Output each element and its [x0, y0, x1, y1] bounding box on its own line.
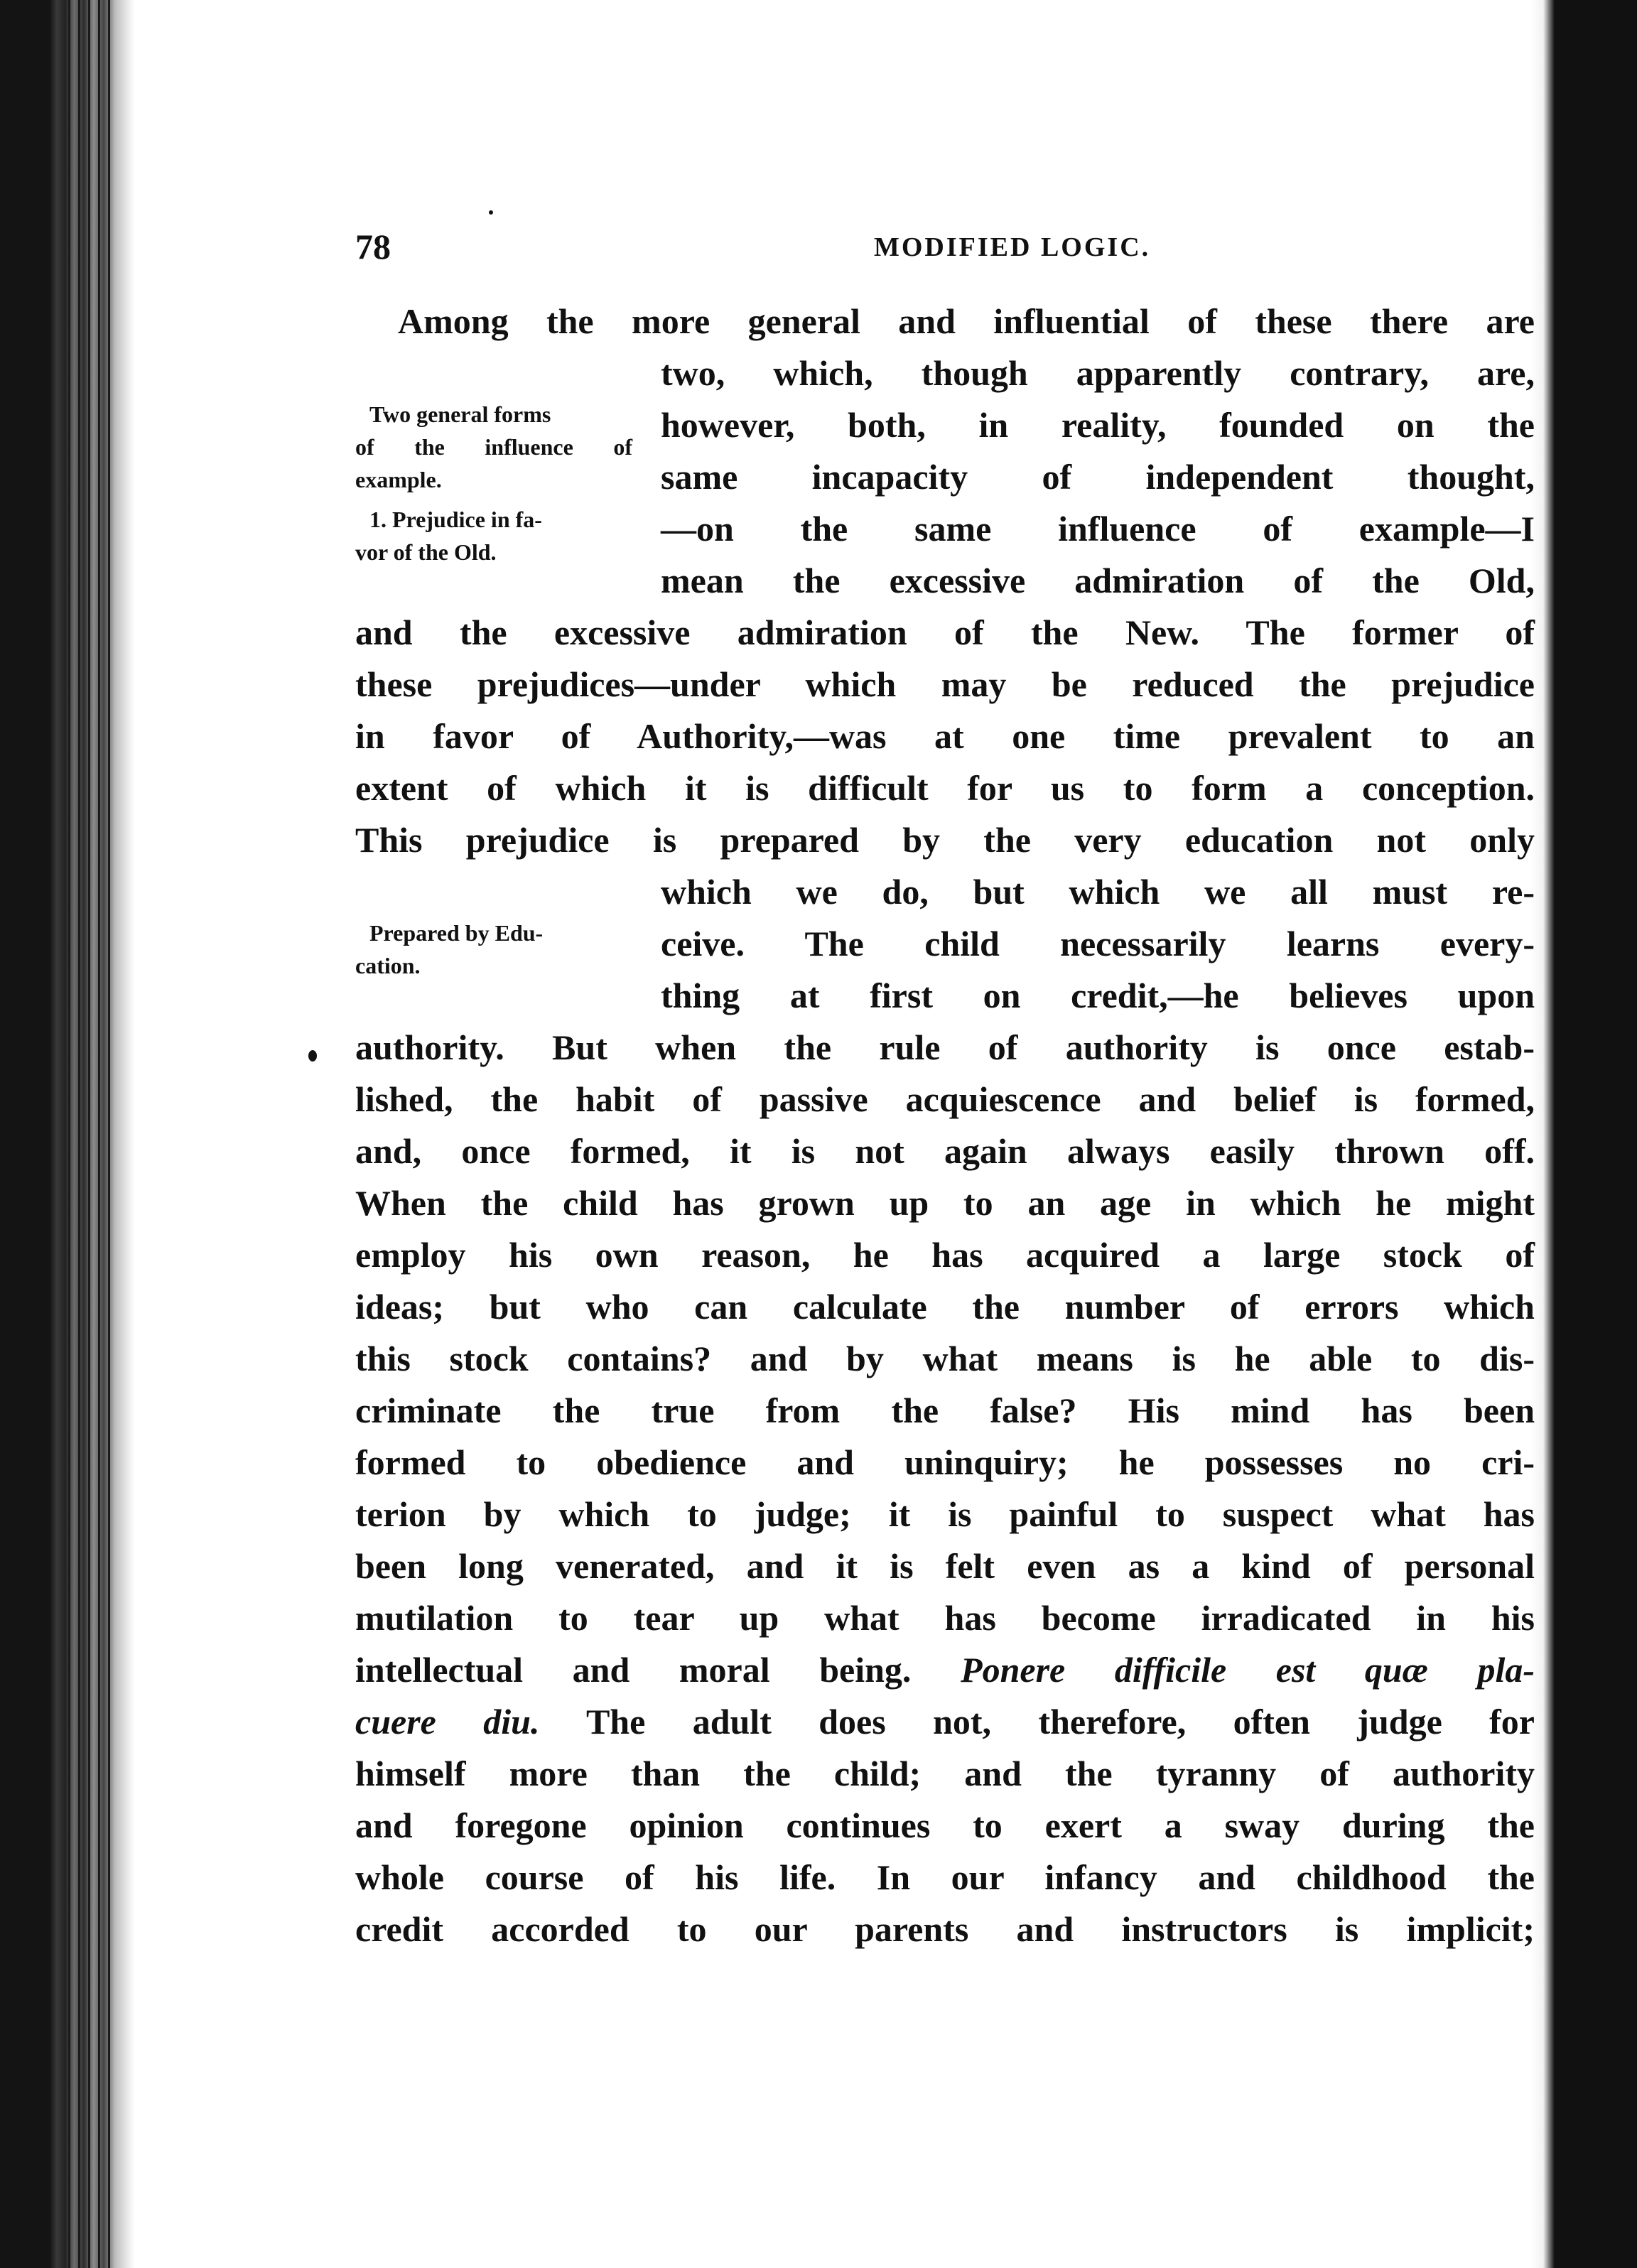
- book-page: [135, 0, 1535, 2268]
- book-gutter-edge: [0, 0, 135, 2268]
- margin-note-line: cation.: [355, 953, 421, 978]
- margin-note-line: of the influence of: [355, 434, 632, 460]
- body-line: same incapacity of independent thought,: [661, 457, 1535, 497]
- body-line: terion by which to judge; it is painful to suspect what has: [355, 1494, 1535, 1534]
- latin-quotation: Ponere difficile est quæ pla-: [961, 1650, 1535, 1690]
- body-line: been long venerated, and it is felt even as a kind of personal: [355, 1546, 1535, 1586]
- body-line: extent of which it is difficult for us to form a conception.: [355, 768, 1535, 808]
- body-line: whole course of his life. In our infancy and childhood the: [355, 1857, 1535, 1897]
- body-line: mean the excessive admiration of the Old,: [661, 561, 1535, 600]
- body-text-span: The adult does not, therefore, often judge for: [539, 1702, 1535, 1742]
- body-line: these prejudices—under which may be reduced the prejudice: [355, 664, 1535, 704]
- body-line: criminate the true from the false? His mind has been: [355, 1390, 1535, 1430]
- body-line: and, once formed, it is not again always easily thrown off.: [355, 1131, 1535, 1171]
- ink-speck: [489, 210, 493, 215]
- body-line: in favor of Authority,—was at one time prevalent to an: [355, 716, 1535, 756]
- margin-note-line: vor of the Old.: [355, 539, 497, 565]
- body-line: ceive. The child necessarily learns every-: [661, 924, 1535, 963]
- margin-note-line: example.: [355, 467, 442, 492]
- running-head: [355, 226, 1535, 269]
- body-line: however, both, in reality, founded on the: [661, 405, 1535, 445]
- body-line: mutilation to tear up what has become irradicated in his: [355, 1598, 1535, 1638]
- margin-note-prejudice-old: [355, 503, 632, 568]
- body-line: lished, the habit of passive acquiescence and belief is formed,: [355, 1079, 1535, 1119]
- margin-note-line: Two general forms: [369, 401, 551, 427]
- body-line: and the excessive admiration of the New. The former of: [355, 612, 1535, 652]
- page-number: 78: [355, 227, 391, 266]
- body-line: This prejudice is prepared by the very education not only: [355, 820, 1535, 860]
- body-line: employ his own reason, he has acquired a large stock of: [355, 1235, 1535, 1275]
- body-line: and foregone opinion continues to exert a sway during the: [355, 1805, 1535, 1845]
- margin-note-prepared-by-education: [355, 917, 632, 982]
- body-line: [355, 1696, 1535, 1748]
- margin-note-two-general-forms: [355, 398, 632, 496]
- body-line: authority. But when the rule of authority is once estab-: [355, 1027, 1535, 1067]
- body-line: two, which, though apparently contrary, are,: [661, 353, 1535, 393]
- body-line: —on the same influence of example—I: [661, 509, 1535, 549]
- latin-quotation: cuere diu.: [355, 1702, 540, 1742]
- margin-note-line: 1. Prejudice in fa-: [369, 507, 542, 532]
- margin-note-line: Prepared by Edu-: [369, 920, 544, 946]
- ink-speck: [308, 1050, 317, 1062]
- body-line: credit accorded to our parents and instructors is implicit;: [355, 1909, 1535, 1949]
- body-line: thing at first on credit,—he believes upon: [661, 976, 1535, 1015]
- body-line: formed to obedience and uninquiry; he possesses no cri-: [355, 1442, 1535, 1482]
- facing-page-edge: [1530, 0, 1637, 2268]
- body-line: ideas; but who can calculate the number of errors which: [355, 1287, 1535, 1327]
- body-line: himself more than the child; and the tyranny of authority: [355, 1754, 1535, 1793]
- body-line: this stock contains? and by what means is he able to dis-: [355, 1339, 1535, 1378]
- body-line: which we do, but which we all must re-: [661, 872, 1535, 912]
- body-line: When the child has grown up to an age in which he might: [355, 1183, 1535, 1223]
- body-text-span: intellectual and moral being.: [355, 1650, 961, 1690]
- body-line: [355, 1644, 1535, 1696]
- body-line: Among the more general and influential of these there are: [398, 301, 1535, 341]
- page-header-title: MODIFIED LOGIC.: [874, 232, 1151, 262]
